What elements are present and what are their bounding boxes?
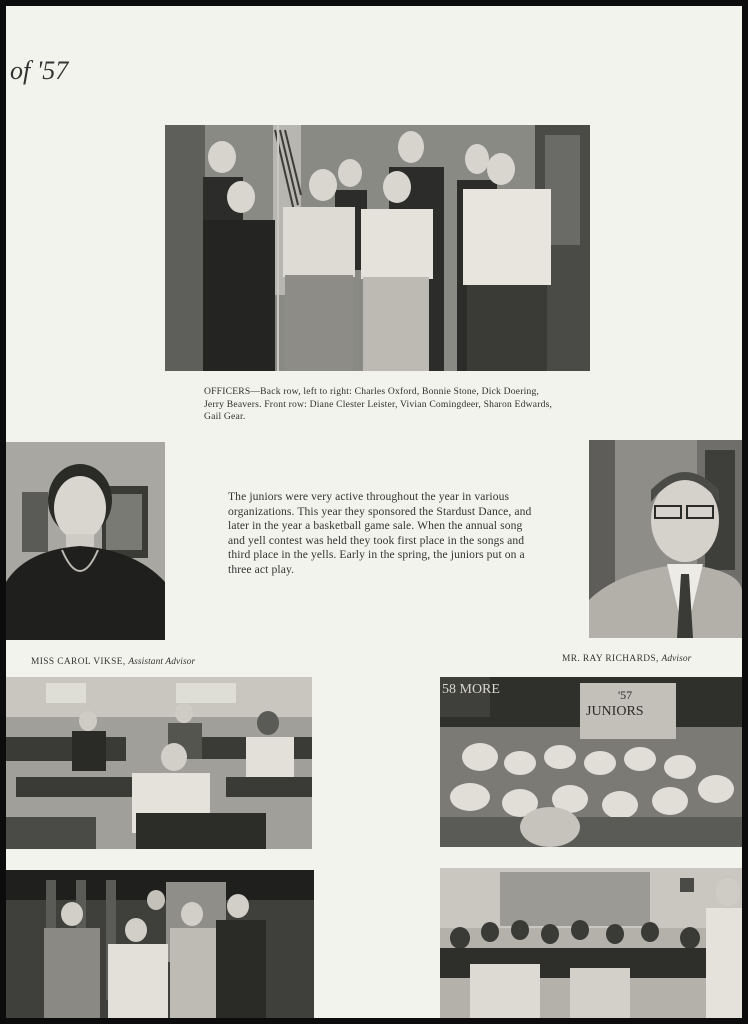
banner-left-text: 58 MORE [442, 682, 500, 697]
juniors-activities-paragraph: The juniors were very active throughout the year in various organizations. This year they sponsored the Stardust Dance, and later in the year a basketball game sale. When the annual song and yell contest was held they took first place in the songs and third place in the yells. Early in the spring, the juniors put on a three act play. [228, 490, 532, 576]
assistant-advisor-role: Assistant Advisor [128, 657, 196, 667]
assistant-advisor-name: MISS CAROL VIKSE, [31, 657, 126, 667]
classroom-study-photo [6, 677, 312, 849]
yearbook-page [6, 6, 742, 1018]
advisor-name: MR. RAY RICHARDS, [562, 654, 659, 664]
song-contest-assembly-photo [440, 677, 742, 847]
advisor-role: Advisor [661, 654, 692, 664]
assistant-advisor-label [31, 657, 195, 667]
hallway-students-photo [6, 870, 314, 1018]
banner-right-text: JUNIORS [586, 704, 644, 719]
advisor-portrait [589, 440, 742, 638]
class-meeting-photo [440, 868, 742, 1018]
advisor-label [562, 654, 691, 664]
officers-group-photo [165, 125, 590, 371]
assistant-advisor-portrait [6, 442, 165, 640]
officers-caption: OFFICERS—Back row, left to right: Charles Oxford, Bonnie Stone, Dick Doering, Jerry Beavers. Front row: Diane Clester Leister, Vivian Comingdeer, Sharon Edwards, Gail Gear. [204, 386, 553, 422]
banner-year-text: '57 [618, 688, 633, 702]
page-header-title: of '57 [10, 56, 69, 85]
